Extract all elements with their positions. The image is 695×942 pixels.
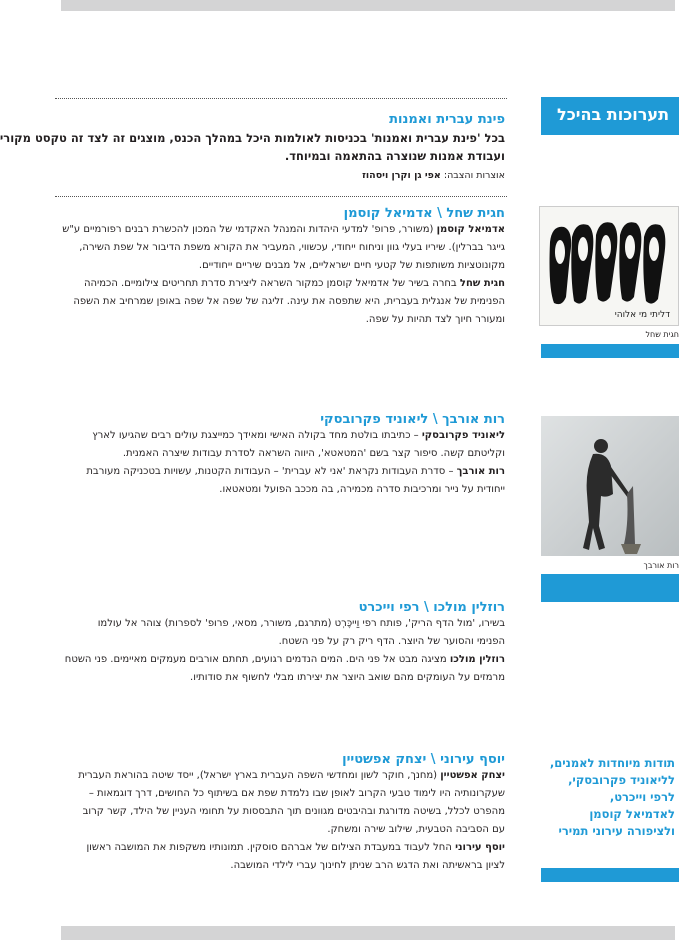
section-line: גייגר בברלין). שיריו בעלי גוון וניחוח ייחודי, עכשווי, המעביר את הקורא משפת הדיבור אל שפת השירה, — [79, 242, 505, 253]
section-2 — [61, 412, 505, 499]
curators-label: אוצרות והצבה: — [443, 170, 505, 181]
section-line: ליאוניד פקרובסקי – כתיבתו בולטת מחד בקולה האישי ומאידך כמייצגת עולים רבים שהגיעו לארץ — [92, 430, 505, 441]
section-title: יוסף עירוני \ יצחק אפשטיין — [342, 752, 505, 767]
section-line: ייחודית על נייר ומרכיבות סדרה מכמירה, בה מככב הפועל ומטאטאו. — [219, 484, 505, 495]
section-line: מהפרט לכלל, בשיטה מדורגת ובהיבטים מגוונים תוך התבססות על תחומי העניין של הילד, קשר קרוב — [82, 806, 505, 817]
section-line: יצחק אפשטיין (מחנך, חוקר לשון ומחדשי השפה העברית בארץ ישראל), ייסד שיטה בהוראת העברית — [78, 770, 505, 781]
credit-line: תודות מיוחדות לאמנים, — [549, 756, 675, 770]
image-caption-2: רות אורבך — [643, 561, 679, 570]
divider — [55, 196, 507, 197]
sidebar-heading: תערוכות בהיכל — [557, 105, 669, 124]
section-title: חגית שחל \ אדמיאל קוסמן — [343, 206, 505, 221]
sidebar-heading-box — [541, 97, 679, 135]
intro-line: ועבודת אמנות שנוצרה בהתאמה ובמיוחד. — [284, 149, 505, 163]
section-line: ומעורר חיוך לצד תהיות על שפה. — [365, 314, 505, 325]
section-line: מקונוטציות משותפות של קטעי חיים ישראליים, אל מבנים שיריים ייחודיים. — [198, 260, 505, 271]
section-line: אדמיאל קוסמן (משורר, פרופ' למדעי היהדות והמנהל האקדמי של המכון להכשרת רבנים רפורמיים ע"ש — [62, 224, 505, 235]
intro-line: בכל 'פינת עברית ואמנות' בכניסות לאולמות היכל במהלך הכנס, מוצגים זה לצד זה טקסט מקורי — [0, 131, 505, 145]
sidebar-accent-bar-2 — [541, 574, 679, 602]
section-line: הפנימי והסוער של היוצר. הדף ריק רק על פני השטח. — [278, 636, 505, 647]
image-caption-1: חגית שחל — [645, 330, 679, 339]
sidebar-credits — [545, 755, 675, 840]
section-1 — [61, 206, 505, 329]
curators-line — [61, 167, 505, 185]
section-title: רוזלין מולכו \ רפי וייכרט — [358, 600, 505, 615]
divider — [55, 98, 507, 99]
section-line: יוסף עירוני החל לעבוד במעבדת הצילום של אברהם סוסקין. תמונותיו משקפות את המושבה ראשון — [86, 842, 505, 853]
section-line: רות אורבך – סדרת העבודות נקראת 'אני לא עברית' – העבודות הקטנות, עשויות בטכניקה מעורבת — [86, 466, 505, 477]
intro-title: פינת עברית ואמנות — [389, 112, 505, 127]
curators-names: אפי גן וקרן ויסהוז — [362, 170, 441, 181]
credit-line: לאדמיאל קוסמן — [589, 807, 675, 821]
section-line: הפנימית של אנגלית בעברית, היא שתפסה את עינה. זליגה של שפה אל שפה באופן שמרחיב את השפה — [73, 296, 505, 307]
section-4 — [61, 752, 505, 875]
artwork-image-shoes — [539, 206, 679, 326]
section-line: בשירו, 'מול הדף הריק', פותח רפי וַייכֶּרְט (מתרגם, משורר, מסאי, פרופ' לספרות) צוהר אל עולמו — [97, 618, 505, 629]
credit-line: לליאוניד פקרובסקי, — [568, 773, 675, 787]
bottom-border-bar — [61, 926, 675, 940]
section-line: עם הסביבה הטבעית, שילוב שירה ומשחק. — [327, 824, 505, 835]
section-line: שעקרונותיה היו לימוד טבעי הקרוב לאופן שבו נלמדת שפת אם בשיתוף כל החושים, דרך דוגמאות – — [88, 788, 505, 799]
artwork-inscription: דליתי מי אלוהי — [614, 310, 670, 320]
section-line: חגית שחל בחרה בשיר של אדמיאל קוסמן כמקור השראה ליצירת סדרת תחריטים צילומיים. הכמיהה — [83, 278, 505, 289]
section-3 — [61, 600, 505, 687]
section-line: רוזלין מולכו מציגה מבט אל פני הים. המים הנדמים רגועים, תחתם אורבים מעמקים מאיימים. פני השטח — [64, 654, 505, 665]
sidebar-accent-bar-3 — [541, 868, 679, 882]
credit-line: ולציפורה עירוני תמירי — [558, 824, 675, 838]
section-line: וקליטתם קשה. סיפור קצר בשם 'המטאטא', היווה השראה לסדרת עבודות שיצרה האמנית. — [122, 448, 505, 459]
credit-line: לרפי וייכרט, — [609, 790, 675, 804]
section-line: מרמזים על העומקים מהם שואב היוצר את יצירתו מבלי לחשוף את סודותיו. — [190, 672, 505, 683]
intro-block — [0, 112, 505, 185]
section-line: לציון בראשיתה ואת הדגש הרב שניתן לחינוך עברי לילדי המושבה. — [230, 860, 505, 871]
sidebar-accent-bar-1 — [541, 344, 679, 358]
artwork-image-sweeper — [541, 416, 679, 556]
top-border-bar — [61, 0, 675, 11]
section-title: רות אורבך \ ליאוניד פקרובסקי — [320, 412, 505, 427]
